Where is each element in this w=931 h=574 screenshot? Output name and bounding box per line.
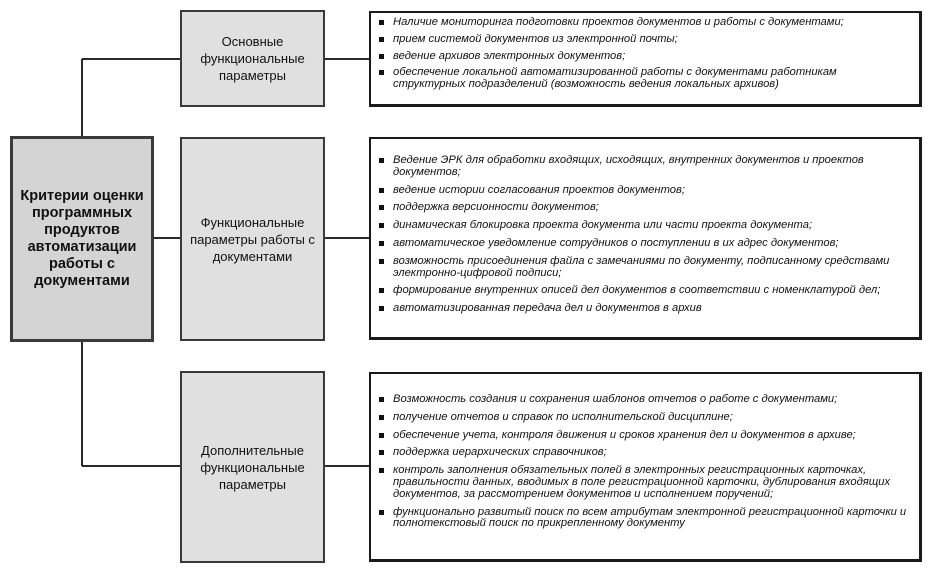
bullet-icon: [379, 205, 384, 210]
bullet-icon: [379, 241, 384, 246]
list-item: [377, 430, 911, 442]
list-item-text: Ведение ЭРК для обработки входящих, исходящих, внутренних документов и проектов документов;: [393, 154, 864, 178]
list-item-text: Возможность создания и сохранения шаблонов отчетов о работе с документами;: [393, 393, 838, 405]
bullet-icon: [379, 259, 384, 264]
list-item: [377, 220, 911, 232]
list-item-text: возможность присоединения файла с замечаниями по документу, подписанному средствами электронно-цифровой подписи;: [393, 254, 890, 279]
bullet-icon: [379, 468, 384, 473]
list-item: [377, 447, 911, 459]
bullet-icon: [379, 20, 384, 25]
list-item: [377, 17, 911, 29]
criteria-list-main: [369, 11, 922, 107]
list-item: [377, 34, 911, 46]
list-item: [377, 412, 911, 424]
list-item: [377, 238, 911, 250]
list-item-text: обеспечение локальной автоматизированной работы с документами работникам структурных подразделений (возможность ведения локальных архивов): [393, 66, 837, 91]
list-item: [377, 507, 911, 531]
list-item-text: автоматизированная передача дел и документов в архив: [393, 302, 702, 315]
bullet-icon: [379, 70, 384, 75]
list-item: [377, 303, 911, 315]
list-item-text: прием системой документов из электронной почты;: [393, 32, 678, 45]
bullet-icon: [379, 306, 384, 311]
list-item-text: Наличие мониторинга подготовки проектов документов и работы с документами;: [393, 16, 844, 28]
list-item: [377, 51, 911, 63]
list-item-text: получение отчетов и справок по исполнительской дисциплине;: [393, 410, 733, 423]
list-item: [377, 256, 911, 280]
list-item: [377, 67, 911, 91]
list-item-text: динамическая блокировка проекта документа или части проекта документа;: [393, 219, 813, 232]
list-item-text: контроль заполнения обязательных полей в электронных регистрационных карточках, правильности данных, вводимых в поле регистрационной карточки, дублирования входящих документов, за рассмотрением документов и исполнением поручений;: [393, 464, 891, 500]
bullet-icon: [379, 510, 384, 515]
list-item: [377, 202, 911, 214]
list-item-text: обеспечение учета, контроля движения и сроков хранения дел и документов в архиве;: [393, 428, 856, 441]
list-item: [377, 285, 911, 297]
bullet-icon: [379, 223, 384, 228]
root-criteria-label: Критерии оценки программных продуктов автоматизации работы с документами: [20, 188, 144, 289]
list-item-text: поддержка версионности документов;: [393, 201, 599, 214]
bullet-icon: [379, 158, 384, 163]
list-item: [377, 394, 911, 406]
bullet-icon: [379, 415, 384, 420]
root-criteria-box: [10, 136, 154, 342]
list-item-text: автоматическое уведомление сотрудников о поступлении в их адрес документов;: [393, 236, 839, 249]
list-item-text: ведение истории согласования проектов документов;: [393, 183, 685, 196]
bullet-icon: [379, 54, 384, 59]
criteria-list-document-work: [369, 137, 922, 340]
bullet-icon: [379, 433, 384, 438]
list-item-text: функционально развитый поиск по всем атрибутам электронной регистрационной карточки и полнотекстовый поиск по прикрепленному документу: [393, 505, 907, 530]
category-label: Функциональные параметры работы с документами: [190, 214, 315, 264]
category-label: Основные функциональные параметры: [200, 34, 305, 83]
category-label: Дополнительные функциональные параметры: [200, 442, 305, 492]
list-item-text: поддержка иерархических справочников;: [393, 446, 607, 459]
criteria-list-additional: [369, 372, 922, 562]
list-item-text: ведение архивов электронных документов;: [393, 49, 626, 62]
bullet-icon: [379, 37, 384, 42]
category-main-parameters: [180, 10, 325, 107]
list-item-text: формирование внутренних описей дел документов в соответствии с номенклатурой дел;: [393, 284, 881, 297]
bullet-icon: [379, 188, 384, 193]
category-document-work-parameters: [180, 137, 325, 341]
bullet-icon: [379, 288, 384, 293]
bullet-icon: [379, 397, 384, 402]
list-item: [377, 185, 911, 197]
bullet-icon: [379, 450, 384, 455]
list-item: [377, 155, 911, 179]
category-additional-parameters: [180, 371, 325, 563]
list-item: [377, 465, 911, 500]
